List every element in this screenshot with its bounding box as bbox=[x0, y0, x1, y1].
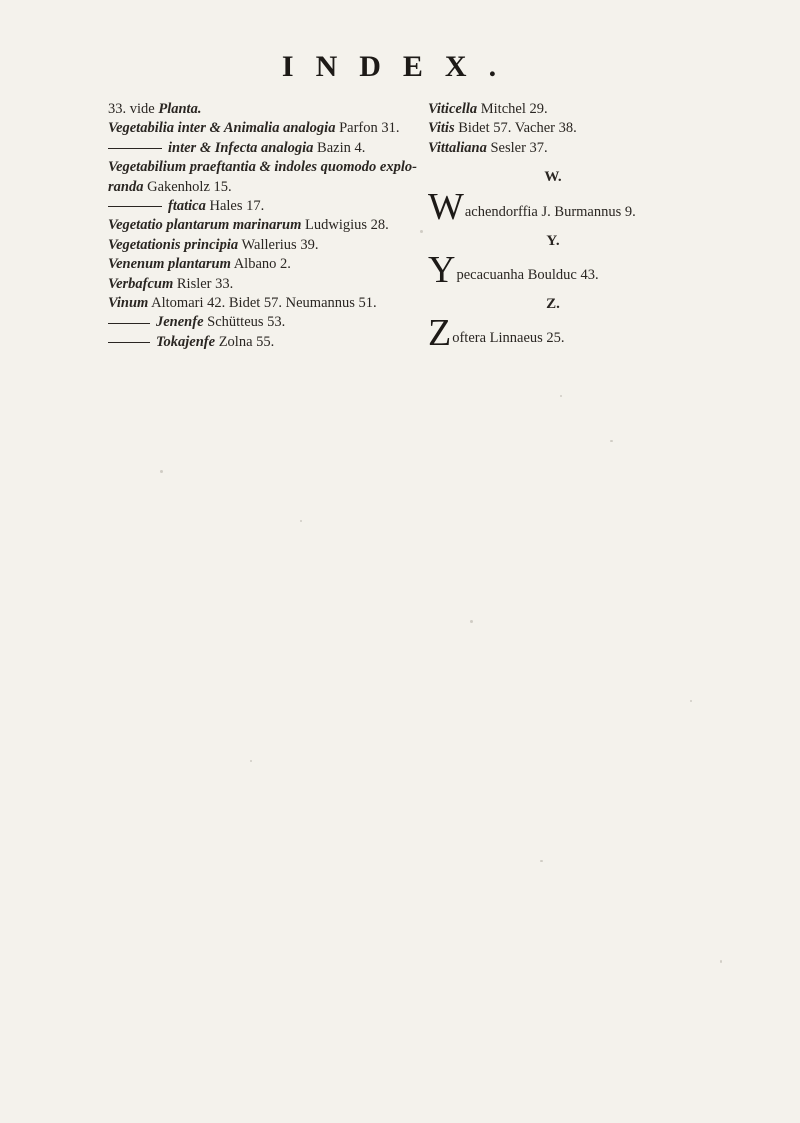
entry-author: J. Burmannus 9. bbox=[537, 203, 636, 220]
entry-author: Ludwigius 28. bbox=[301, 217, 389, 234]
section-letter-z: Z. bbox=[546, 296, 560, 313]
entry-author: Gakenholz 15. bbox=[143, 178, 232, 195]
entry-heading: oftera bbox=[452, 330, 487, 347]
entry-author: Wallerius 39. bbox=[238, 236, 319, 253]
entry-heading: Vegetabilium praeftantia & indoles quomodo exploranda bbox=[108, 159, 417, 195]
entry-text: 33. vide bbox=[108, 101, 159, 117]
entry-heading: Tokajenfe bbox=[156, 333, 216, 350]
index-entry bbox=[108, 294, 426, 313]
entry-author: Hales 17. bbox=[205, 198, 265, 215]
index-entry bbox=[108, 119, 426, 138]
entry-author: Mitchel 29. bbox=[477, 101, 548, 117]
index-entry bbox=[428, 312, 678, 355]
index-entry bbox=[108, 275, 426, 294]
ditto-rule bbox=[108, 323, 150, 324]
index-entry bbox=[108, 333, 426, 352]
entry-author: Bazin 4. bbox=[313, 139, 366, 156]
entry-heading: Vinum bbox=[108, 295, 149, 312]
index-entry bbox=[108, 158, 426, 197]
section-letter-w: W. bbox=[544, 169, 562, 186]
index-entry bbox=[428, 185, 678, 228]
ditto-rule bbox=[108, 148, 162, 149]
entry-heading: inter & Infecta analogia bbox=[168, 139, 314, 156]
entry-heading: ftatica bbox=[168, 198, 206, 215]
entry-heading: Vitis bbox=[428, 120, 455, 137]
entry-author: Parfon 31. bbox=[335, 120, 400, 137]
ditto-rule bbox=[108, 342, 150, 343]
entry-author: Albano 2. bbox=[230, 256, 291, 273]
entry-heading: Jenenfe bbox=[156, 314, 204, 331]
index-entry bbox=[428, 249, 678, 292]
entry-heading: Planta. bbox=[158, 101, 202, 117]
index-entry bbox=[108, 313, 426, 332]
index-entry bbox=[108, 197, 426, 216]
entry-author: Bidet 57. Vacher 38. bbox=[454, 120, 577, 137]
index-entry bbox=[108, 216, 426, 235]
entry-author: Boulduc 43. bbox=[524, 267, 599, 284]
entry-heading: Viticella bbox=[428, 101, 478, 117]
entry-heading: pecacuanha bbox=[456, 267, 525, 284]
entry-author: Schütteus 53. bbox=[203, 314, 286, 331]
entry-heading: Venenum plantarum bbox=[108, 256, 231, 273]
drop-capital: Z bbox=[428, 312, 452, 355]
index-entry bbox=[428, 100, 678, 119]
entry-author: Zolna 55. bbox=[215, 333, 275, 350]
right-column bbox=[428, 100, 678, 355]
index-entry bbox=[428, 119, 678, 138]
drop-capital: W bbox=[428, 185, 464, 228]
entry-author: Sesler 37. bbox=[486, 139, 548, 156]
section-letter-y: Y. bbox=[546, 232, 560, 249]
entry-heading: Verbafcum bbox=[108, 275, 174, 292]
ditto-rule bbox=[108, 206, 162, 207]
index-entry bbox=[108, 236, 426, 255]
entry-heading: Vittaliana bbox=[428, 139, 487, 156]
drop-capital: Y bbox=[428, 249, 456, 292]
entry-heading: Vegetabilia inter & Animalia analogia bbox=[108, 120, 336, 137]
index-entry bbox=[108, 100, 426, 119]
entry-author: Altomari 42. Bidet 57. Neumannus 51. bbox=[148, 295, 377, 312]
page-title: INDEX. bbox=[281, 50, 519, 83]
entry-heading: achendorffia bbox=[464, 203, 538, 220]
entry-author: Risler 33. bbox=[173, 275, 234, 292]
left-column bbox=[108, 100, 426, 352]
entry-heading: Vegetationis principia bbox=[108, 236, 239, 253]
index-entry bbox=[428, 139, 678, 158]
index-entry bbox=[108, 139, 426, 158]
index-entry bbox=[108, 255, 426, 274]
entry-author: Linnaeus 25. bbox=[486, 330, 565, 347]
entry-heading: Vegetatio plantarum marinarum bbox=[108, 217, 302, 234]
